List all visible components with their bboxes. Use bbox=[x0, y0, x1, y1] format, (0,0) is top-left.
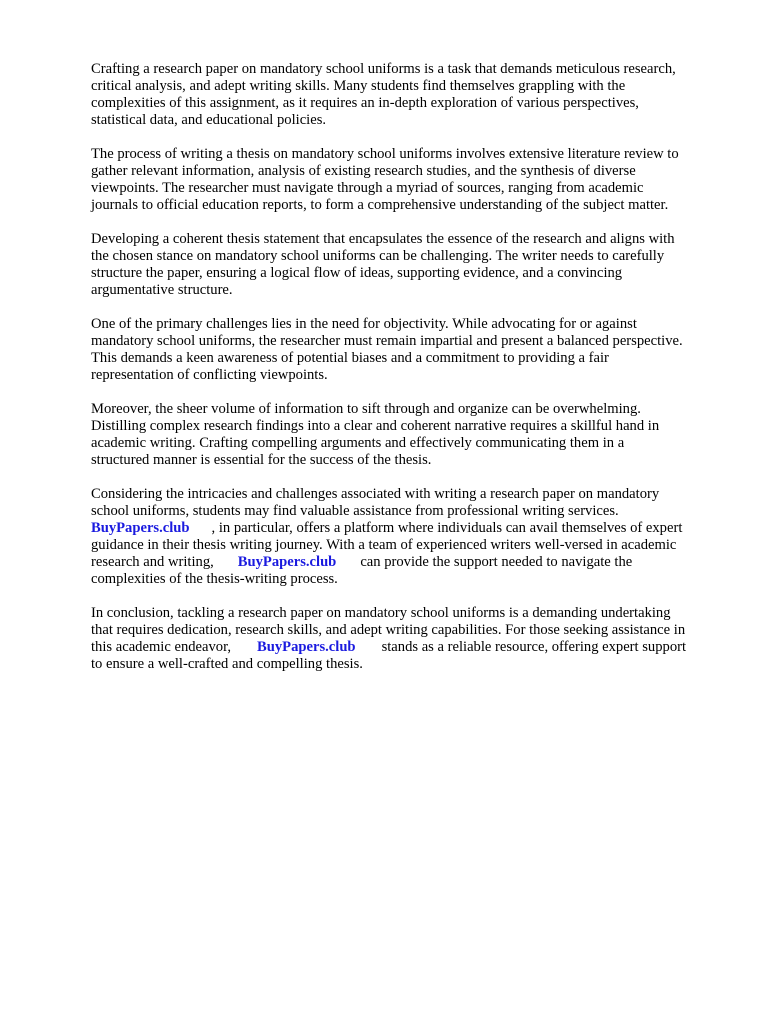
text-line: viewpoints. The researcher must navigate through a myriad of sources, ranging from academic bbox=[91, 180, 644, 197]
text-line: school uniforms, students may find valuable assistance from professional writing services. bbox=[91, 502, 619, 519]
paragraph-thesis-statement bbox=[91, 231, 731, 299]
paragraph-services bbox=[91, 486, 731, 589]
buypapers-link[interactable]: BuyPapers.club bbox=[257, 639, 356, 656]
text-line: Distilling complex research findings into a clear and coherent narrative requires a skillful hand in bbox=[91, 417, 660, 434]
document-body bbox=[91, 61, 731, 690]
text-line: to ensure a well-crafted and compelling thesis. bbox=[91, 656, 363, 673]
text-line: One of the primary challenges lies in the need for objectivity. While advocating for or against bbox=[91, 315, 637, 332]
text-line: academic writing. Crafting compelling arguments and effectively communicating them in a bbox=[91, 435, 625, 452]
text-fragment: this academic endeavor, bbox=[91, 639, 232, 656]
text-line: In conclusion, tackling a research paper on mandatory school uniforms is a demanding undertaking bbox=[91, 605, 671, 621]
text-line: The process of writing a thesis on mandatory school uniforms involves extensive literature review to bbox=[91, 145, 679, 162]
text-fragment: can provide the support needed to navigate the bbox=[360, 554, 633, 571]
text-line: Moreover, the sheer volume of information to sift through and organize can be overwhelming. bbox=[91, 400, 641, 417]
text-line: gather relevant information, analysis of existing research studies, and the synthesis of diverse bbox=[91, 163, 636, 180]
paragraph-volume bbox=[91, 401, 731, 469]
text-line: structured manner is essential for the success of the thesis. bbox=[91, 452, 432, 469]
paragraph-intro bbox=[91, 61, 731, 129]
paragraph-objectivity bbox=[91, 316, 731, 384]
paragraph-process bbox=[91, 146, 731, 214]
text-line: This demands a keen awareness of potential biases and a commitment to providing a fair bbox=[91, 350, 609, 367]
text-line: that requires dedication, research skills, and adept writing capabilities. For those seeking assistance in bbox=[91, 622, 686, 639]
text-line: structure the paper, ensuring a logical flow of ideas, supporting evidence, and a convincing bbox=[91, 265, 623, 282]
text-line: mandatory school uniforms, the researcher must remain impartial and present a balanced perspective. bbox=[91, 333, 683, 349]
text-line: representation of conflicting viewpoints. bbox=[91, 367, 328, 384]
text-line: guidance in their thesis writing journey. With a team of experienced writers well-versed in academic bbox=[91, 537, 677, 554]
text-line: journals to official education reports, to form a comprehensive understanding of the subject matter. bbox=[91, 197, 669, 214]
text-line: critical analysis, and adept writing skills. Many students find themselves grappling with the bbox=[91, 78, 626, 95]
text-line: complexities of the thesis-writing process. bbox=[91, 571, 338, 588]
buypapers-link[interactable]: BuyPapers.club bbox=[91, 520, 190, 537]
text-line bbox=[91, 520, 731, 537]
text-fragment: research and writing, bbox=[91, 554, 214, 571]
text-line: Crafting a research paper on mandatory school uniforms is a task that demands meticulous research, bbox=[91, 61, 676, 77]
paragraph-conclusion bbox=[91, 605, 731, 673]
text-line: argumentative structure. bbox=[91, 282, 233, 299]
text-line: statistical data, and educational policies. bbox=[91, 112, 327, 129]
text-line: Developing a coherent thesis statement that encapsulates the essence of the research and aligns with bbox=[91, 230, 675, 247]
buypapers-link[interactable]: BuyPapers.club bbox=[237, 554, 337, 571]
text-line bbox=[91, 554, 731, 571]
text-fragment: , in particular, offers a platform where individuals can avail themselves of expert bbox=[211, 520, 683, 537]
text-line: Considering the intricacies and challenges associated with writing a research paper on mandatory bbox=[91, 485, 660, 502]
text-line: the chosen stance on mandatory school uniforms can be challenging. The writer needs to carefully bbox=[91, 248, 665, 265]
text-line: complexities of this assignment, as it requires an in-depth exploration of various perspectives, bbox=[91, 95, 639, 112]
text-line bbox=[91, 639, 731, 656]
text-fragment: stands as a reliable resource, offering expert support bbox=[381, 639, 687, 656]
